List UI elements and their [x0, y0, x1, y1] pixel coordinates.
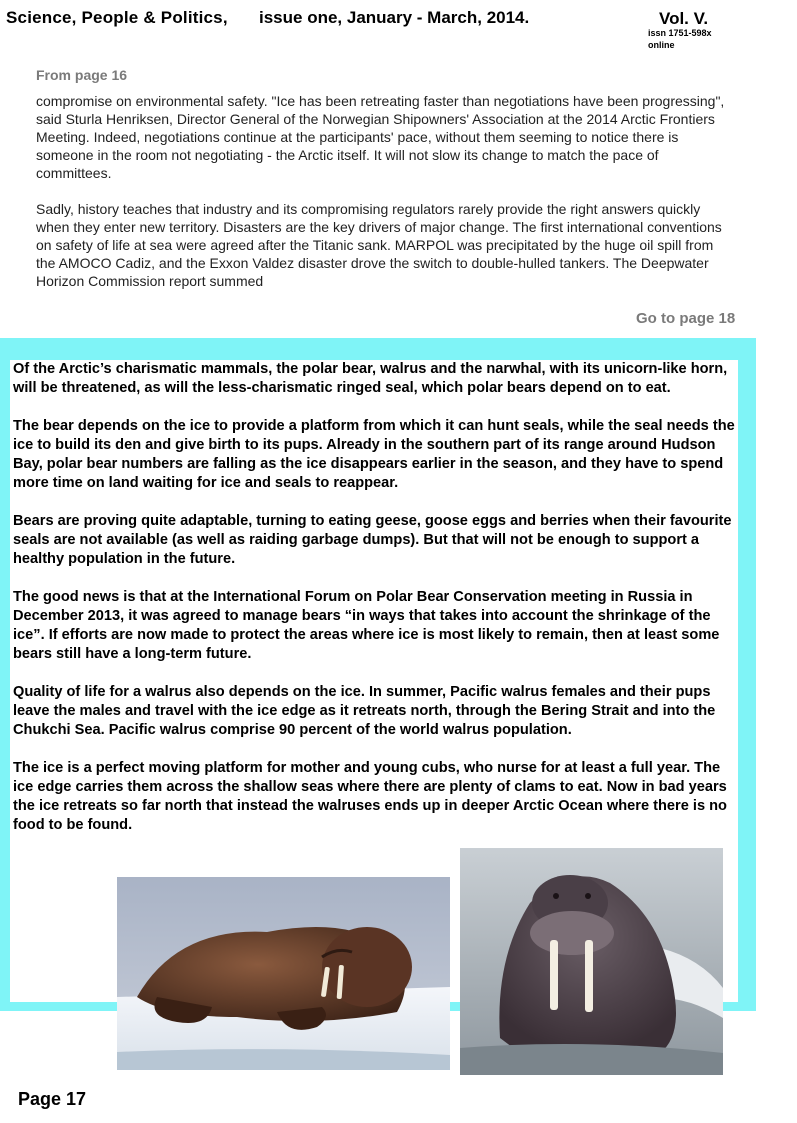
- article-paragraph: The ice is a perfect moving platform for mother and young cubs, who nurse for at least a full year. The ice edge carries them across the shallow seas where there are plenty of clams to eat. Now in bad years the ice retreats so far north that instead the walruses ends up in deeper Arctic Ocean where there is no food to be found.: [13, 760, 727, 833]
- from-page-label: From page 16: [36, 67, 128, 83]
- article-paragraph: Bears are proving quite adaptable, turning to eating geese, goose eggs and berries when their favourite seals are not available (as well as raiding garbage dumps). But that will not be enough to support a healthy population in the future.: [13, 513, 732, 567]
- issn-block: [648, 27, 712, 51]
- article-paragraph: Of the Arctic’s charismatic mammals, the polar bear, walrus and the narwhal, with its unicorn-like horn, will be threatened, as will the less-charismatic ringed seal, which polar bears depend on to eat.: [13, 361, 728, 396]
- article-body: [13, 360, 743, 854]
- continued-paragraph: compromise on environmental safety. "Ice has been retreating faster than negotiations have been progressing", said Sturla Henriksen, Director General of the Norwegian Shipowners' Association at the 2014 Arctic Frontiers Meeting. Indeed, negotiations continue at the participants' pace, without them seeming to notice there is someone in the room not negotiating - the Arctic itself. It will not slow its change to match the pace of committees.: [36, 93, 725, 181]
- magazine-title: Science, People & Politics,: [6, 8, 228, 27]
- continued-text: [36, 92, 726, 308]
- continued-paragraph: Sadly, history teaches that industry and its compromising regulators rarely provide the right answers quickly when they enter new territory. Disasters are the key drivers of major change. The first international conventions on safety of life at sea were agreed after the Titanic sank. MARPOL was precipitated by the huge oil spill from the AMOCO Cadiz, and the Exxon Valdez disaster drove the switch to double-hulled tankers. The Deepwater Horizon Commission report summed: [36, 201, 722, 289]
- go-to-page-link[interactable]: Go to page 18: [636, 310, 736, 327]
- article-paragraph: The bear depends on the ice to provide a platform from which it can hunt seals, while the seal needs the ice to build its den and give birth to its pups. Already in the southern part of its range around Hudson Bay, polar bear numbers are falling as the ice disappears earlier in the season, and they have to spend more time on land waiting for ice and seals to reappear.: [13, 418, 735, 491]
- issue-line: issue one, January - March, 2014.: [259, 8, 530, 27]
- article-paragraph: Quality of life for a walrus also depends on the ice. In summer, Pacific walrus females and their pups leave the males and travel with the ice edge as it retreats north, through the Bering Strait and into the Chukchi Sea. Pacific walrus comprise 90 percent of the world walrus population.: [13, 684, 716, 738]
- issn-number: issn 1751-598x: [648, 28, 712, 38]
- volume-label: Vol. V.: [659, 9, 709, 28]
- walrus-in-water-photo: [460, 848, 723, 1075]
- issn-online: online: [648, 40, 675, 50]
- walrus-on-ice-photo: [117, 877, 450, 1070]
- article-paragraph: The good news is that at the International Forum on Polar Bear Conservation meeting in Russia in December 2013, it was agreed to manage bears “in ways that takes into account the shrinkage of the ice”. If efforts are now made to protect the areas where ice is most likely to remain, then at least some bears still have a long-term future.: [13, 589, 720, 662]
- page-number: Page 17: [18, 1089, 87, 1109]
